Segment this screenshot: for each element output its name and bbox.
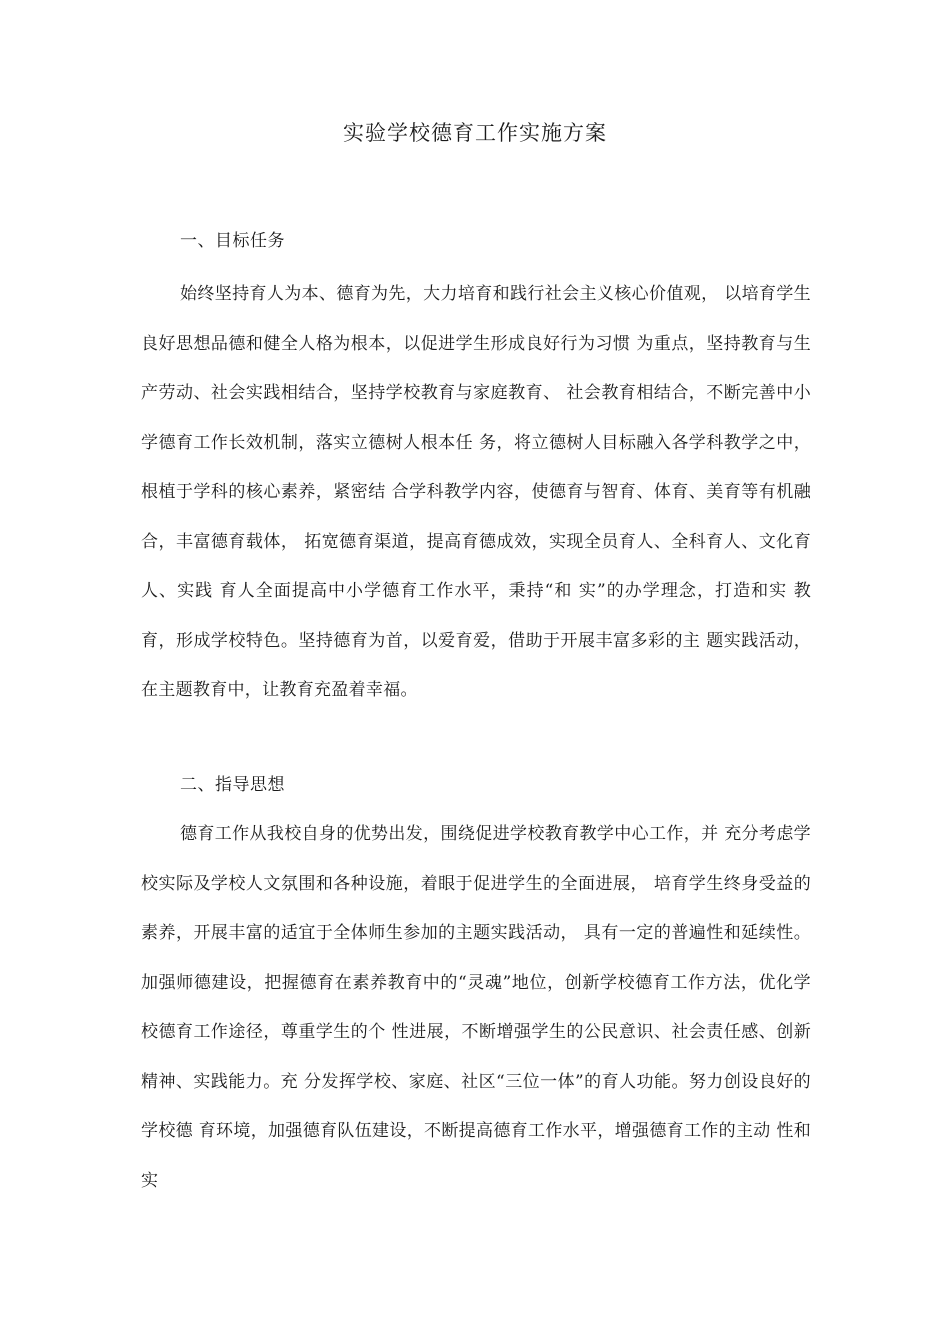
section-body-guiding-ideology xyxy=(141,810,811,1206)
section-heading-goals xyxy=(141,229,811,253)
section-heading: 二、指导思想 xyxy=(180,775,285,795)
section-body-goals xyxy=(141,270,811,716)
paragraph: 始终坚持育人为本、德育为先，大力培育和践行社会主义核心价值观， 以培育学生良好思想品德和健全人格为根本，以促进学生形成良好行为习惯 为重点，坚持教育与生产劳动、社会实践相结合，坚持学校教育与家庭教育、 社会教育相结合，不断完善中小学德育工作长效机制，落实立德树人根本任 务，将立德树人目标融入各学科教学之中，根植于学科的核心素养，紧密结 合学科教学内容，使德育与智育、体育、美育等有机融合，丰富德育载体， 拓宽德育渠道，提高育德成效，实现全员育人、全科育人、文化育人、实践 育人全面提高中小学德育工作水平，秉持“和 实”的办学理念，打造和实 教育，形成学校特色。坚持德育为首，以爱育爱，借助于开展丰富多彩的主 题实践活动，在主题教育中，让教育充盈着幸福。 xyxy=(141,284,811,700)
paragraph: 德育工作从我校自身的优势出发，围绕促进学校教育教学中心工作，并 充分考虑学校实际及学校人文氛围和各种设施，着眼于促进学生的全面进展， 培育学生终身受益的素养，开展丰富的适宜于全体师生参加的主题实践活动， 具有一定的普遍性和延续性。加强师德建设，把握德育在素养教育中的“灵魂”地位，创新学校德育工作方法，优化学校德育工作途径，尊重学生的个 性进展，不断增强学生的公民意识、社会责任感、创新精神、实践能力。充 分发挥学校、家庭、社区“三位一体”的育人功能。努力创设良好的学校德 育环境，加强德育队伍建设，不断提高德育工作水平，增强德育工作的主动 性和实 xyxy=(141,824,811,1191)
page-title: 实验学校德育工作实施方案 xyxy=(343,121,607,145)
section-heading: 一、目标任务 xyxy=(180,231,285,251)
section-heading-guiding-ideology xyxy=(141,773,811,797)
